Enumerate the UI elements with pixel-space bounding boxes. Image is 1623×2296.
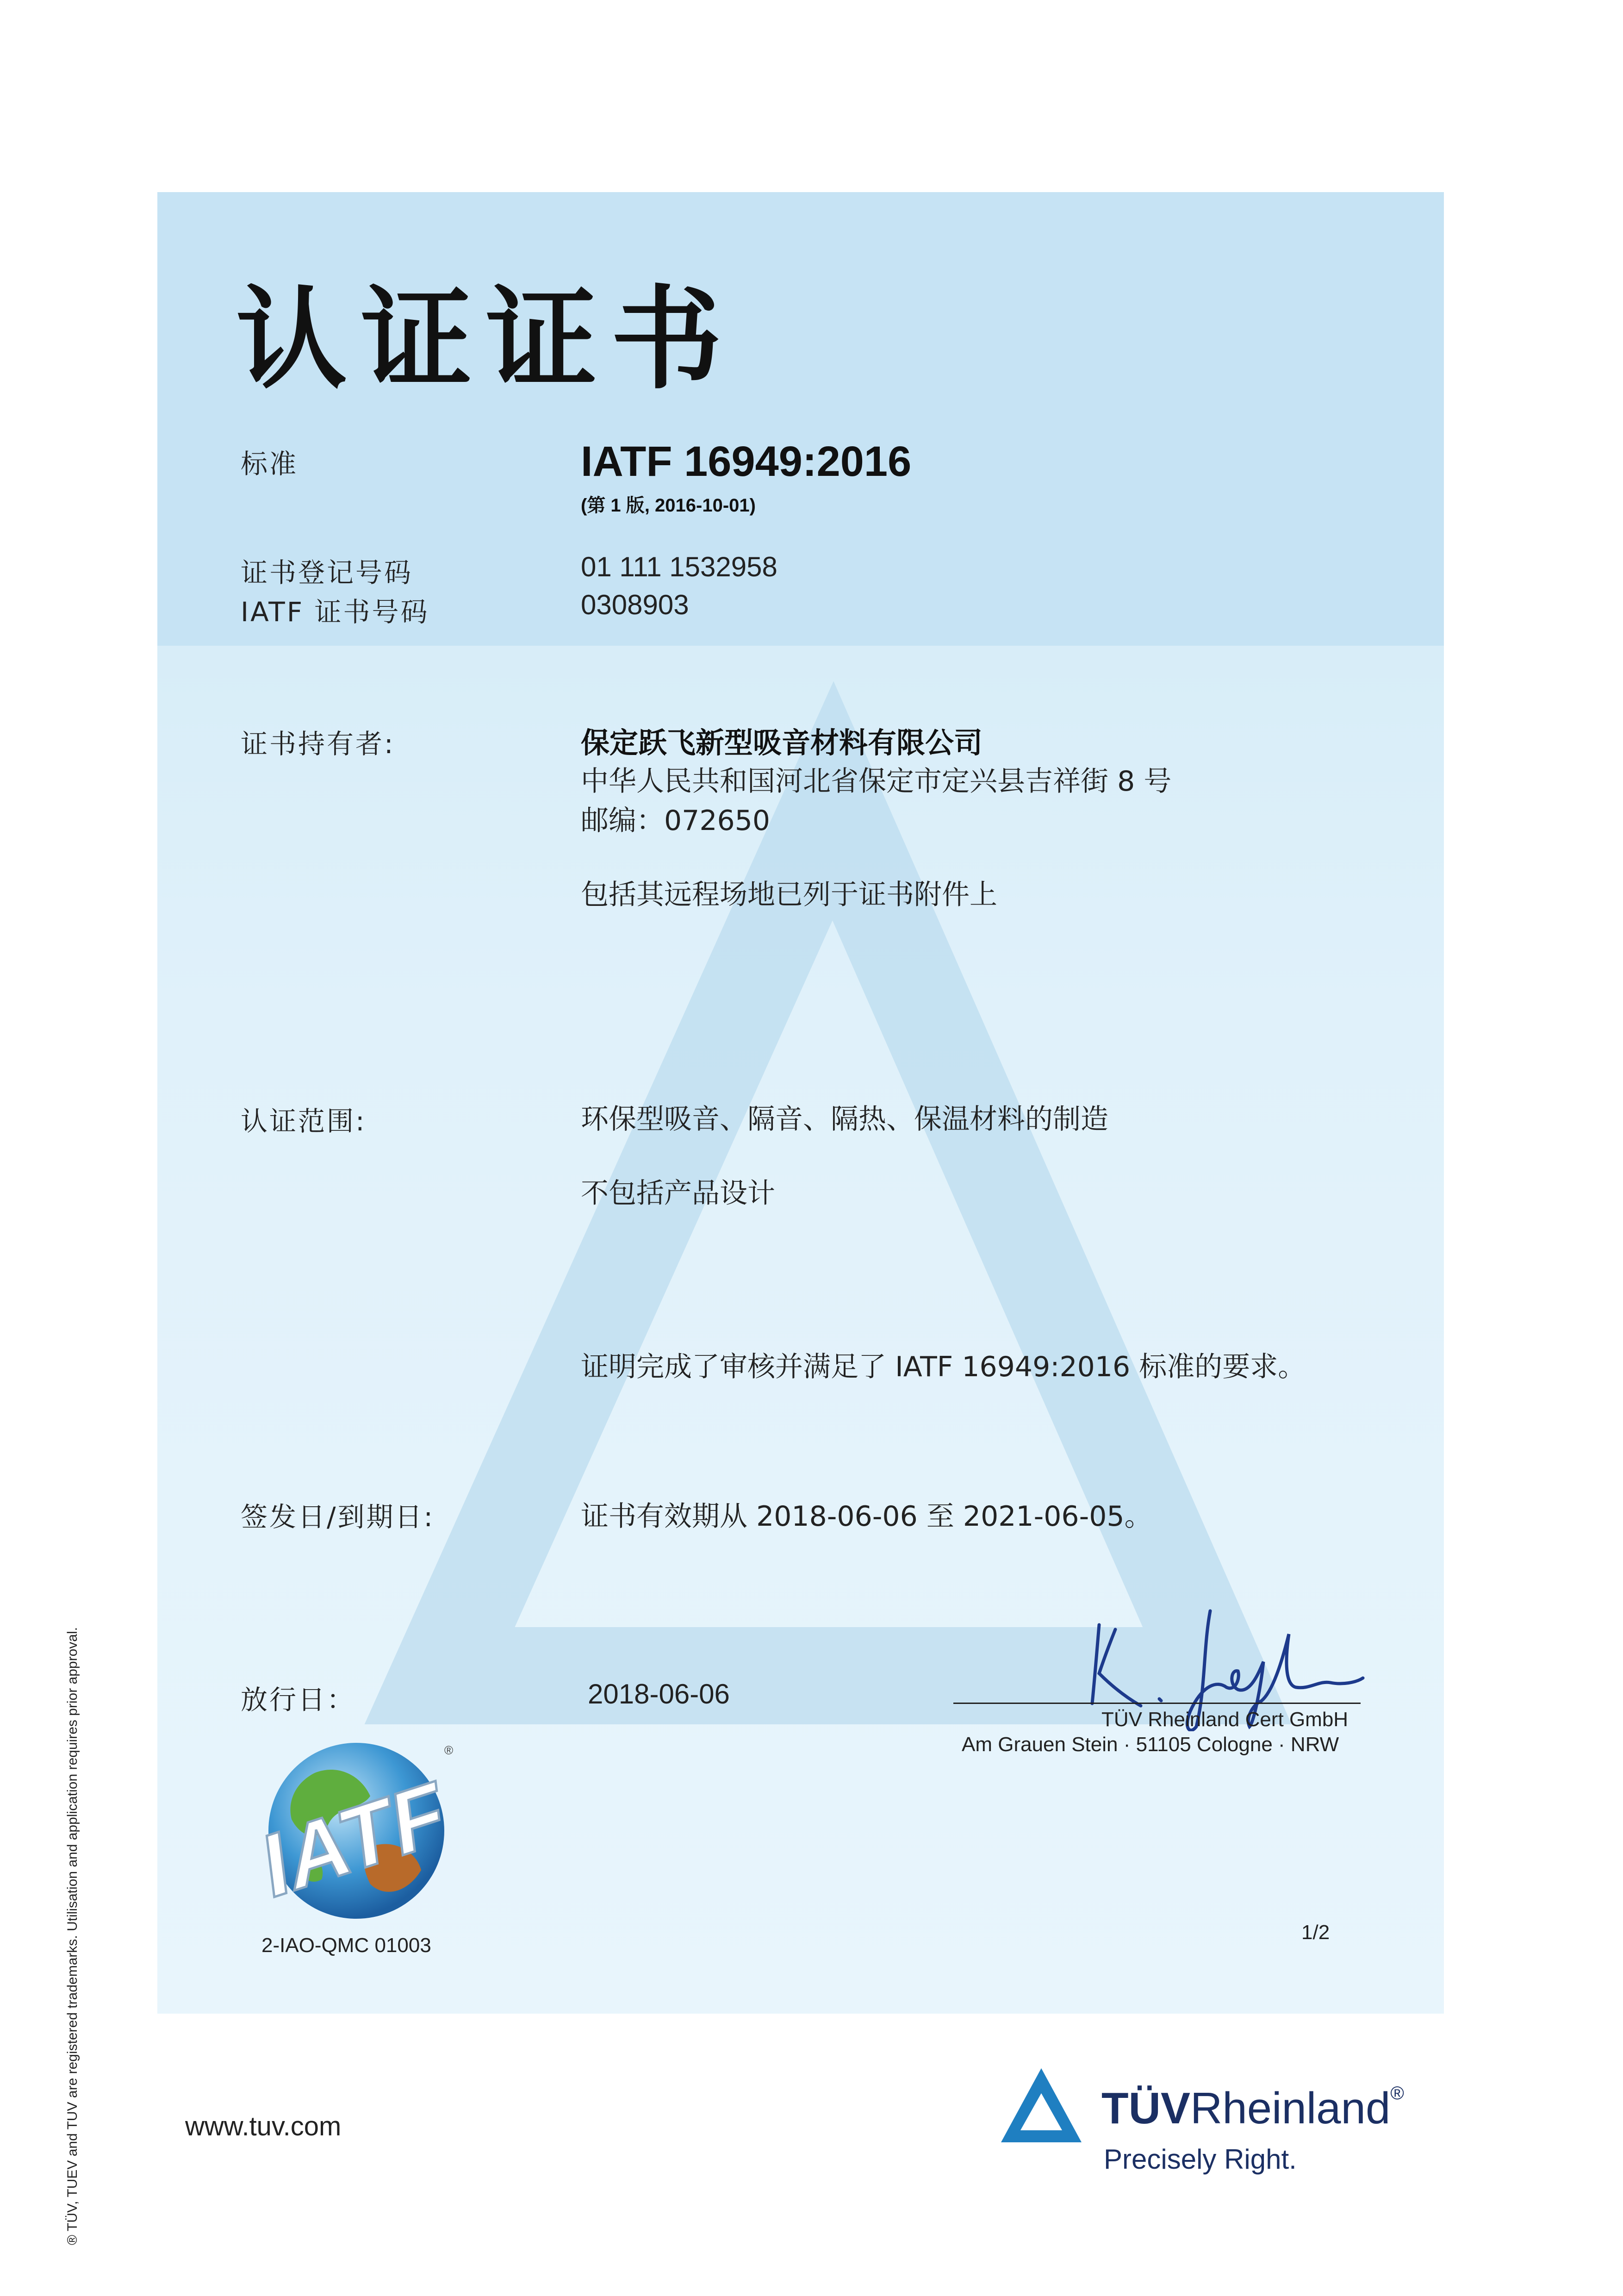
- validity-value: 证书有效期从 2018-06-06 至 2021-06-05。: [581, 1500, 1152, 1533]
- holder-label: 证书持有者:: [241, 728, 395, 760]
- page-number: 1/2: [1301, 1921, 1330, 1944]
- holder-company: 保定跃飞新型吸音材料有限公司: [581, 726, 983, 760]
- holder-postcode: 邮编：072650: [581, 805, 771, 837]
- tuv-brand-bold: TÜV: [1101, 2084, 1190, 2133]
- remote-sites-note: 包括其远程场地已列于证书附件上: [581, 879, 997, 911]
- tuv-triangle-logo: [997, 2065, 1085, 2146]
- iatf-globe-logo: [245, 1731, 463, 1926]
- iatf-number-label: IATF 证书号码: [241, 596, 429, 628]
- release-label: 放行日：: [241, 1684, 356, 1716]
- iatf-code: 2-IAO-QMC 01003: [261, 1934, 431, 1957]
- trademark-note: ® TÜV, TUEV and TUV are registered trademarks. Utilisation and application requires prior approval.: [65, 1627, 80, 2245]
- tuv-tagline: Precisely Right.: [1104, 2144, 1297, 2175]
- release-date: 2018-06-06: [588, 1678, 730, 1710]
- website-link[interactable]: www.tuv.com: [185, 2111, 342, 2141]
- tuv-brand-rest: Rheinland: [1190, 2084, 1391, 2133]
- scope-line-2: 不包括产品设计: [581, 1177, 775, 1210]
- standard-label: 标准: [241, 448, 298, 480]
- issuer-address: Am Grauen Stein · 51105 Cologne · NRW: [962, 1733, 1339, 1756]
- compliance-statement: 证明完成了审核并满足了 IATF 16949:2016 标准的要求。: [581, 1351, 1306, 1383]
- registration-label: 证书登记号码: [241, 557, 413, 588]
- issuer-name: TÜV Rheinland Cert GmbH: [1101, 1708, 1349, 1731]
- certificate-title: 认证证书: [236, 275, 736, 404]
- validity-label: 签发日/到期日:: [241, 1501, 435, 1533]
- svg-text:®: ®: [444, 1743, 454, 1757]
- signature-line: [953, 1703, 1361, 1704]
- standard-name: IATF 16949:2016: [581, 438, 912, 485]
- holder-address: 中华人民共和国河北省保定市定兴县吉祥街 8 号: [581, 765, 1172, 798]
- iatf-logo-text: IATF: [248, 1764, 459, 1915]
- iatf-number: 0308903: [581, 589, 689, 620]
- scope-line-1: 环保型吸音、隔音、隔热、保温材料的制造: [581, 1103, 1108, 1136]
- tuv-brand: TÜVRheinland®: [1101, 2083, 1404, 2133]
- standard-edition: (第 1 版, 2016-10-01): [581, 495, 756, 516]
- scope-label: 认证范围:: [241, 1105, 367, 1137]
- registration-number: 01 111 1532958: [581, 551, 777, 582]
